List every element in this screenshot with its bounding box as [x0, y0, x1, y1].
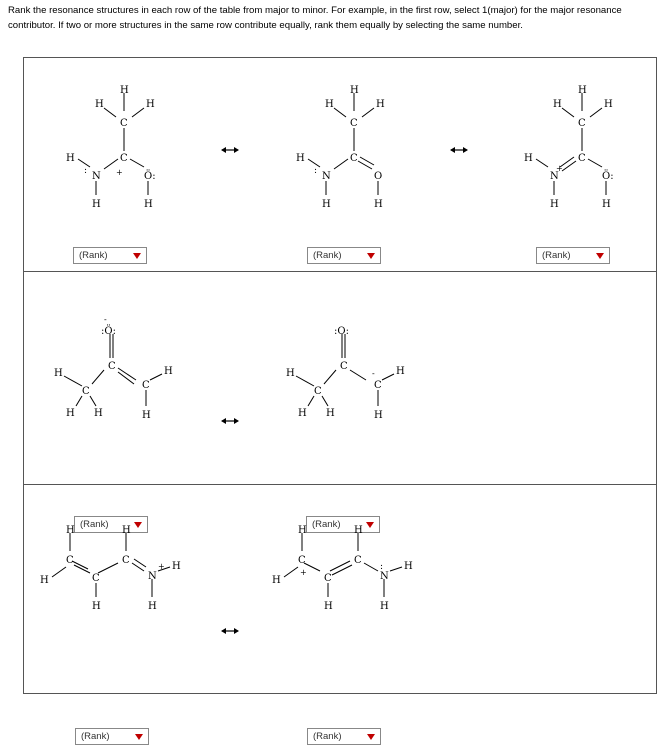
table-row-3: [24, 484, 656, 742]
atom-h: H: [146, 99, 155, 110]
atom-h: H: [94, 408, 103, 419]
atom-c: C: [578, 153, 586, 164]
charge-plus: +: [116, 168, 123, 177]
atom-h: H: [376, 99, 385, 110]
atom-h: H: [578, 85, 587, 96]
dropdown-arrow-icon: [135, 734, 143, 740]
atom-h: H: [148, 601, 157, 612]
charge-minus: -: [104, 315, 107, 324]
atom-c: C: [350, 118, 358, 129]
atom-h: H: [350, 85, 359, 96]
atom-h: H: [602, 199, 611, 210]
atom-n: N: [380, 571, 389, 582]
atom-h: H: [66, 408, 75, 419]
atom-h: H: [142, 410, 151, 421]
charge-plus: +: [158, 562, 165, 571]
atom-h: H: [66, 153, 75, 164]
atom-h: H: [374, 199, 383, 210]
atom-h: H: [92, 199, 101, 210]
structure-1-3: [516, 81, 636, 221]
atom-c: C: [142, 380, 150, 391]
atom-c: C: [350, 153, 358, 164]
atom-h: H: [122, 525, 131, 536]
atom-h: H: [272, 575, 281, 586]
atom-o: Ö:: [602, 171, 614, 182]
atom-n: N: [322, 171, 331, 182]
resonance-table: [23, 57, 657, 742]
atom-h: H: [298, 525, 307, 536]
rank-label: (Rank): [313, 250, 342, 261]
structure-1-1: [58, 81, 178, 221]
double-headed-arrow-icon: [220, 145, 240, 155]
rank-label: (Rank): [313, 731, 342, 742]
atom-h: H: [66, 525, 75, 536]
atom-h: H: [374, 410, 383, 421]
atom-h: H: [322, 199, 331, 210]
atom-c: C: [340, 361, 348, 372]
table-row-1: [24, 58, 656, 271]
atom-h: H: [286, 368, 295, 379]
atom-c: C: [108, 361, 116, 372]
rank-dropdown-1-3[interactable]: [536, 247, 610, 264]
rank-dropdown-3-1[interactable]: [75, 728, 149, 745]
table-row-2: [24, 271, 656, 530]
dropdown-arrow-icon: [367, 253, 375, 259]
lone-pair: :: [380, 562, 384, 572]
atom-h: H: [396, 366, 405, 377]
atom-h: H: [95, 99, 104, 110]
atom-h: H: [354, 525, 363, 536]
atom-n: N: [92, 171, 101, 182]
double-headed-arrow-icon: [449, 145, 469, 155]
atom-h: H: [604, 99, 613, 110]
atom-c: C: [578, 118, 586, 129]
rank-dropdown-3-2[interactable]: [307, 728, 381, 745]
structure-2-1: [46, 314, 186, 434]
atom-h: H: [404, 561, 413, 572]
double-headed-arrow-icon: [220, 626, 240, 636]
atom-h: H: [120, 85, 129, 96]
atom-h: H: [296, 153, 305, 164]
atom-h: H: [524, 153, 533, 164]
atom-c: C: [374, 380, 382, 391]
atom-h: H: [164, 366, 173, 377]
atom-o: Ö:: [144, 171, 156, 182]
atom-n: N: [550, 171, 559, 182]
atom-o: O: [374, 171, 383, 182]
atom-c: C: [66, 555, 74, 566]
charge-plus: +: [300, 568, 307, 577]
atom-h: H: [550, 199, 559, 210]
atom-c: C: [122, 555, 130, 566]
atom-h: H: [324, 601, 333, 612]
atom-h: H: [553, 99, 562, 110]
dropdown-arrow-icon: [133, 253, 141, 259]
charge-plus: +: [556, 164, 563, 173]
rank-label: (Rank): [79, 250, 108, 261]
rank-label: (Rank): [312, 519, 341, 530]
atom-c: C: [324, 573, 332, 584]
rank-label: (Rank): [81, 731, 110, 742]
atom-n: N: [148, 571, 157, 582]
dropdown-arrow-icon: [367, 734, 375, 740]
atom-c: C: [314, 386, 322, 397]
atom-h: H: [298, 408, 307, 419]
atom-h: H: [92, 601, 101, 612]
rank-label: (Rank): [542, 250, 571, 261]
atom-o: :O:: [334, 326, 349, 337]
lone-pair: :: [314, 166, 318, 176]
structure-1-2: [288, 81, 408, 221]
atom-h: H: [380, 601, 389, 612]
double-headed-arrow-icon: [220, 416, 240, 426]
atom-h: H: [325, 99, 334, 110]
atom-c: C: [120, 153, 128, 164]
rank-dropdown-1-1[interactable]: [73, 247, 147, 264]
atom-h: H: [54, 368, 63, 379]
structure-3-1: [32, 525, 192, 635]
structure-2-2: [278, 314, 418, 434]
dropdown-arrow-icon: [596, 253, 604, 259]
atom-h: H: [40, 575, 49, 586]
rank-label: (Rank): [80, 519, 109, 530]
atom-c: C: [120, 118, 128, 129]
atom-h: H: [326, 408, 335, 419]
rank-dropdown-1-2[interactable]: [307, 247, 381, 264]
instructions-text: Rank the resonance structures in each row of the table from major to minor. For example, in the first row, select 1(major) for the major resonance contributor. If two or more structures in the same row contribute equally, rank them equally by selecting the same number.: [8, 5, 622, 31]
atom-c: C: [354, 555, 362, 566]
structure-3-2: [264, 525, 424, 635]
atom-h: H: [172, 561, 181, 572]
atom-c: C: [92, 573, 100, 584]
lone-pair: :: [84, 166, 88, 176]
atom-o: :Ö:: [101, 326, 116, 337]
atom-h: H: [144, 199, 153, 210]
atom-c: C: [298, 555, 306, 566]
atom-c: C: [82, 386, 90, 397]
charge-minus: -: [372, 369, 375, 378]
